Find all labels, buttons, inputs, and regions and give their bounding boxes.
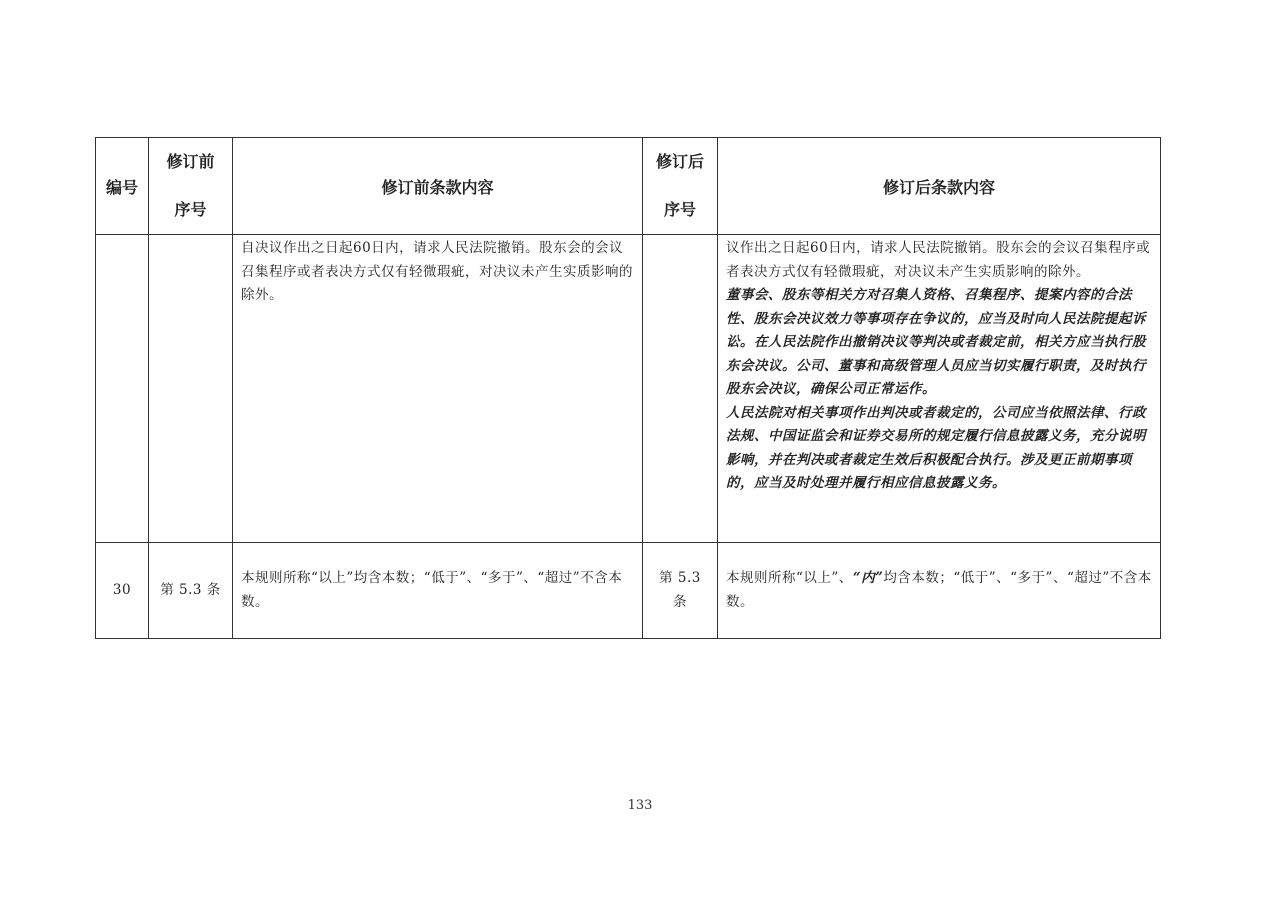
after-content-part1: 本规则所称“以上”、 — [726, 570, 853, 586]
cell-before-content — [233, 235, 643, 543]
after-content-text: 议作出之日起60日内，请求人民法院撤销。股东会的会议召集程序或者表决方式仅有轻微瑕疵，对决议未产生实质影响的除外。 — [726, 240, 1151, 280]
header-number: 编号 — [96, 138, 149, 235]
header-before-seq-line2: 序号 — [174, 200, 207, 219]
header-after-seq — [643, 138, 718, 235]
page-number: 133 — [627, 798, 653, 813]
table-row — [96, 543, 1161, 639]
after-content-added-text-2: 人民法院对相关事项作出判决或者裁定的，公司应当依照法律、行政法规、中国证监会和证券交易所的规定履行信息披露义务，充分说明影响，并在判决或者裁定生效后积极配合执行。涉及更正前期事项的，应当及时处理并履行相应信息披露义务。 — [726, 404, 1146, 491]
revision-comparison-table — [95, 137, 1161, 639]
after-content-added-word: “内” — [852, 570, 884, 586]
after-content-part2: 均含本数；“低于”、“多于”、“超过”不含本数。 — [726, 570, 1152, 610]
cell-before-seq: 第 5.3 条 — [149, 543, 233, 639]
cell-after-content — [718, 543, 1161, 639]
header-after-seq-line2: 序号 — [663, 200, 696, 219]
header-after-content: 修订后条款内容 — [718, 138, 1161, 235]
table-header-row — [96, 138, 1161, 235]
header-before-content: 修订前条款内容 — [233, 138, 643, 235]
cell-before-seq — [149, 235, 233, 543]
header-after-seq-line1: 修订后 — [655, 152, 704, 171]
header-before-seq — [149, 138, 233, 235]
header-before-seq-line1: 修订前 — [166, 152, 215, 171]
cell-after-content — [718, 235, 1161, 543]
after-content-text — [726, 567, 1152, 614]
cell-after-seq: 第 5.3 条 — [643, 543, 718, 639]
after-content-added-text-1: 董事会、股东等相关方对召集人资格、召集程序、提案内容的合法性、股东会决议效力等事项存在争议的，应当及时向人民法院提起诉讼。在人民法院作出撤销决议等判决或者裁定前，相关方应当执行股东会决议。公司、董事和高级管理人员应当切实履行职责，及时执行股东会决议，确保公司正常运作。 — [726, 287, 1146, 397]
before-content-text: 自决议作出之日起60日内，请求人民法院撤销。股东会的会议召集程序或者表决方式仅有轻微瑕疵，对决议未产生实质影响的除外。 — [241, 240, 633, 303]
cell-after-seq — [643, 235, 718, 543]
cell-before-content — [233, 543, 643, 639]
cell-number — [96, 235, 149, 543]
before-content-text: 本规则所称“以上”均含本数；“低于”、“多于”、“超过”不含本数。 — [241, 570, 623, 610]
cell-number: 30 — [96, 543, 149, 639]
table-row — [96, 235, 1161, 543]
